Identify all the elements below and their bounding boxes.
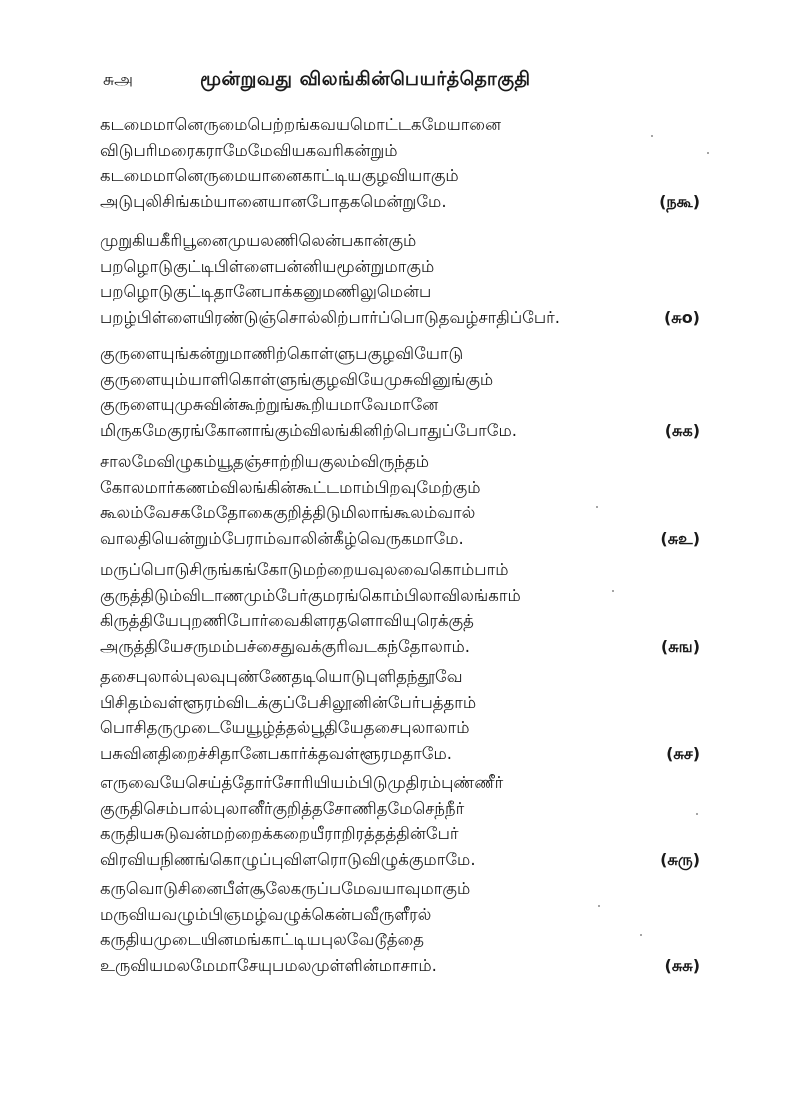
verse-line: அடுபுலிசிங்கம்யானையானபோதகமென்றுமே.: [100, 191, 447, 211]
verse-line: கருதியமுடையினமங்காட்டியபுலவேடூத்தை: [100, 930, 424, 949]
verse-line: மருப்பொடுசிருங்கங்கோடுமற்றையவுலவைகொம்பாம்: [100, 560, 509, 579]
verse-line: கூலம்வேசகமேதோகைகுறித்திடுமிலாங்கூலம்வால்: [100, 503, 476, 522]
paper-speck: [651, 135, 653, 137]
paper-speck: [612, 590, 614, 592]
paper-speck: [640, 934, 642, 936]
stanza-8: [100, 876, 720, 978]
verse-line: அருத்தியேசருமம்பச்சைதுவக்குரிவடகந்தோலாம்.: [100, 636, 470, 656]
verse-line: பறழொடுகுட்டிதானேபாக்கனுமணிலுமென்ப: [100, 282, 432, 301]
stanza-2: [100, 228, 720, 330]
page-number: சுஅ: [103, 70, 133, 90]
verse-line: சாலமேவிழுகம்யூதஞ்சாற்றியகுலம்விருந்தம்: [100, 452, 430, 471]
verse-number: (சுஉ): [660, 528, 700, 548]
verse-line: கருதியசுடுவன்மற்றைக்கறையீராறிரத்தத்தின்பேர்: [100, 824, 459, 843]
paper-speck: [596, 506, 598, 508]
verse-line: கிருத்தியேபுறணிபோர்வைகிளரதளொவியுரெக்குத்: [100, 611, 474, 630]
verse-line: பறழ்பிள்ளையிரண்டுஞ்சொல்லிற்பார்ப்பொடுதவழ்சாதிப்பேர்.: [100, 307, 560, 327]
verse-line: தசைபுலால்புலவுபுண்ணேதடியொடுபுளிதந்தூவே: [100, 667, 463, 686]
verse-line: முறுகியகீரிபூனைமுயலணிலென்பகான்கும்: [100, 231, 417, 250]
verse-line: மிருகமேகுரங்கோனாங்கும்விலங்கினிற்பொதுப்போமே.: [100, 420, 518, 440]
verse-line: பசுவினதிறைச்சிதானேபகார்க்தவள்ளூரமதாமே.: [100, 743, 453, 763]
verse-number: (சுக): [664, 420, 700, 440]
verse-line: பிசிதம்வள்ளூரம்விடக்குப்பேசிலூனின்பேர்பத்தாம்: [100, 692, 477, 712]
verse-line: விடுபரிமரைகராமேமேவியகவரிகன்றும்: [100, 140, 398, 160]
paper-speck: [707, 152, 709, 154]
verse-line: கடமைமானெருமைபெற்றங்கவயமொட்டகமேயானை: [100, 115, 501, 134]
stanza-5: [100, 557, 720, 659]
verse-number: (சுச): [666, 743, 700, 763]
verse-number: (சுசு): [664, 955, 700, 975]
verse-number: (நகூ): [659, 191, 700, 211]
stanza-3: [100, 341, 720, 443]
verse-line: குருளையும்யாளிகொள்ளுங்குழவியேமுசுவினுங்கும்: [100, 369, 494, 389]
verse-line: மருவியவழும்பிஞமழ்வழுக்கென்பவீருளீரல்: [100, 904, 432, 924]
paper-speck: [696, 813, 698, 815]
verse-line: எருவையேசெய்த்தோர்சோரியியம்பிடுமுதிரம்புண்ணீர்: [100, 773, 504, 792]
verse-line: பறழொடுகுட்டிபிள்ளைபன்னியமூன்றுமாகும்: [100, 256, 435, 276]
verse-line: குருளையுங்கன்றுமாணிற்கொள்ளுபகுழவியோடு: [100, 344, 464, 363]
verse-line: வாலதியென்றும்பேராம்வாலின்கீழ்வெருகமாமே.: [100, 528, 464, 548]
paper-speck: [598, 905, 600, 907]
stanza-7: [100, 770, 720, 872]
verse-line: கோலமார்கணம்விலங்கின்கூட்டமாம்பிறவுமேற்கும்: [100, 477, 481, 497]
verse-line: பொசிதருமுடையேயூழ்த்தல்பூதியேதசைபுலாலாம்: [100, 718, 470, 737]
verse-line: குருதிசெம்பால்புலானீர்குறித்தசோணிதமேசெந்நீர்: [100, 798, 465, 818]
verse-number: (சுரு): [660, 849, 700, 869]
verse-number: (சுo): [663, 307, 700, 327]
page-title: மூன்றுவது விலங்கின்பெயர்த்தொகுதி: [200, 68, 531, 90]
page-header: [0, 62, 800, 102]
verse-line: குருளையுமுசுவின்கூற்றுங்கூறியமாவேமானே: [100, 395, 439, 414]
verse-line: உருவியமலமேமாசேயுபமலமுள்ளின்மாசாம்.: [100, 955, 437, 975]
verse-line: விரவியநிணங்கொழுப்புவிளரொடுவிழுக்குமாமே.: [100, 849, 476, 869]
stanza-4: [100, 449, 720, 551]
verse-line: கடமைமானெருமையானைகாட்டியகுழவியாகும்: [100, 166, 459, 185]
verse-number: (சுங): [660, 636, 700, 656]
stanza-6: [100, 664, 720, 766]
verse-line: கருவொடுசினைபீள்சூலேகருப்பமேவயாவுமாகும்: [100, 879, 471, 898]
verse-line: குருத்திடும்விடாணமும்பேர்குமரங்கொம்பிலாவிலங்காம்: [100, 585, 521, 605]
stanza-1: [100, 112, 720, 214]
